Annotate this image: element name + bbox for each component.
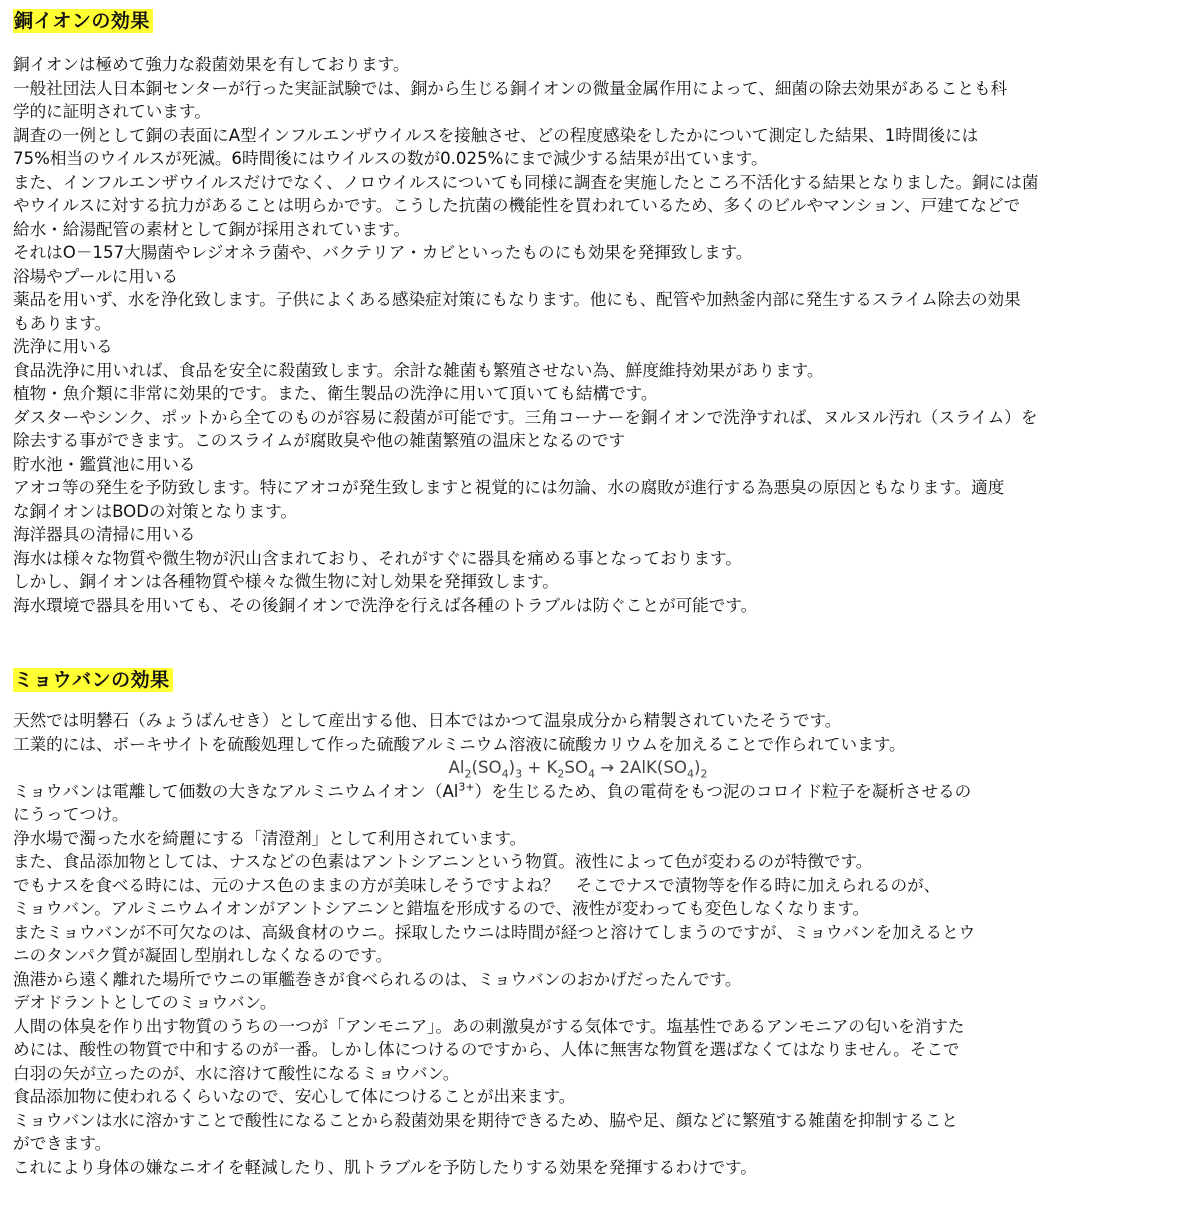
subheading-washing: 洗浄に用いる [13,337,113,356]
paragraph-line: ダスターやシンク、ポットから全てのものが容易に殺菌が可能です。三角コーナーを銅イオンで洗浄すれば、ヌルヌル汚れ（スライム）を [13,407,1038,427]
paragraph-line: しかし、銅イオンは各種物質や様々な微生物に対し効果を発揮致します。 [13,572,559,591]
paragraph-line: これにより身体の嫌なニオイを軽減したり、肌トラブルを予防したりする効果を発揮するわけです。 [13,1157,757,1177]
paragraph-line: もあります。 [13,313,112,333]
paragraph-line: 食品洗浄に用いれば、食品を安全に殺菌致します。余計な雑菌も繁殖させない為、鮮度維持効果があります。 [13,360,824,380]
formula-part: ) [508,758,516,777]
paragraph-line: アオコ等の発生を予防致します。特にアオコが発生致しますと視覚的には勿論、水の腐敗が進行する為悪臭の原因ともなります。適度 [13,478,1005,497]
section-title-alum: ミョウバンの効果 [13,668,173,692]
paragraph-line: また、インフルエンザウイルスだけでなく、ノロウイルスについても同様に調査を実施したところ不活化する結果となりました。銅には菌 [13,172,1039,192]
paragraph-line: 学的に証明されています。 [13,102,211,121]
paragraph-line: 天然では明礬石（みょうばんせき）として産出する他、日本ではかつて温泉成分から精製されていたそうです。 [13,711,842,730]
section-title-copper-ion: 銅イオンの効果 [13,9,153,33]
paragraph-line: 海水は様々な物質や微生物が沢山含まれており、それがすぐに器具を痛める事となっております。 [13,548,742,568]
subheading-bath-pool: 浴場やプールに用いる [13,266,179,286]
formula-part: ) [693,758,701,777]
subheading-deodorant: デオドラントとしてのミョウバン。 [13,993,277,1012]
formula-subscript: 2 [700,767,708,781]
paragraph-line: 一般社団法人日本銅センターが行った実証試験では、銅から生じる銅イオンの微量金属作用によって、細菌の除去効果があることも科 [13,78,1008,98]
paragraph-line: 漁港から遠く離れた場所でウニの軍艦巻きが食べられるのは、ミョウバンのおかげだったんです。 [13,969,742,989]
formula-subscript: 2 [464,767,472,781]
paragraph-line: また、食品添加物としては、ナスなどの色素はアントシアニンという物質。液性によって色が変わるのが特徴です。 [13,852,873,871]
paragraph-line: 除去する事ができます。このスライムが腐敗臭や他の雑菌繁殖の温床となるのです [13,431,626,450]
chemical-equation [13,756,1143,780]
paragraph-line: 食品添加物に使われるくらいなので、安心して体につけることが出来ます。 [13,1087,576,1106]
ion-text-after: ）を生じるため、負の電荷をもつ泥のコロイド粒子を凝析させるの [474,781,972,801]
paragraph-line: 工業的には、ボーキサイトを硫酸処理して作った硫酸アルミニウム溶液に硫酸カリウムを加えることで作られています。 [13,734,906,754]
paragraph-line: ニのタンパク質が凝固し型崩れしなくなるのです。 [13,946,393,965]
paragraph-line: 海水環境で器具を用いても、その後銅イオンで洗浄を行えば各種のトラブルは防ぐことが可能です。 [13,595,758,615]
alum-body [13,709,1183,1179]
ion-text-before: ミョウバンは電離して価数の大きなアルミニウムイオン（Al [13,781,459,801]
paragraph-line: 人間の体臭を作り出す物質のうちの一つが「アンモニア」。あの刺激臭がする気体です。塩基性であるアンモニアの匂いを消すた [13,1016,965,1036]
paragraph-line: 薬品を用いず、水を浄化致します。子供によくある感染症対策にもなります。他にも、配管や加熱釜内部に発生するスライム除去の効果 [13,290,1021,309]
subheading-marine-equipment: 海洋器具の清掃に用いる [13,525,196,544]
copper-ion-body [13,53,1183,617]
paragraph-line: 銅イオンは極めて強力な殺菌効果を有しております。 [13,55,410,74]
paragraph-line: やウイルスに対する抗力があることは明らかです。こうした抗菌の機能性を買われているため、多くのビルやマンション、戸建てなどで [13,196,1021,215]
formula-part: (SO [471,758,502,777]
paragraph-line: それはO－157大腸菌やレジオネラ菌や、バクテリア・カビといったものにも効果を発揮致します。 [13,243,753,262]
formula-part: Al [448,758,465,777]
paragraph-line: めには、酸性の物質で中和するのが一番。しかし体につけるのですから、人体に無害な物質を選ばなくてはなりません。そこで [13,1040,960,1059]
paragraph-line: 浄水場で濁った水を綺麗にする「清澄剤」として利用されています。 [13,828,527,848]
paragraph-line: な銅イオンはBODの対策となります。 [13,501,298,521]
paragraph-line: でもナスを食べる時には、元のナス色のままの方が美味しそうですよね？ そこでナスで漬物等を作る時に加えられるのが、 [13,875,941,895]
formula-subscript: 4 [588,767,596,781]
paragraph-line: 調査の一例として銅の表面にA型インフルエンザウイルスを接触させ、どの程度感染をしたかについて測定した結果、1時間後には [13,125,979,145]
formula-subscript: 4 [501,767,509,781]
paragraph-line: またミョウバンが不可欠なのは、高級食材のウニ。採取したウニは時間が経つと溶けてしまうのですが、ミョウバンを加えるとウ [13,922,976,942]
formula-subscript: 2 [557,767,565,781]
formula-subscript: 4 [686,767,694,781]
formula-part: + K [522,758,558,777]
paragraph-line: ができます。 [13,1134,112,1153]
paragraph-line: 白羽の矢が立ったのが、水に溶けて酸性になるミョウバン。 [13,1063,460,1083]
paragraph-line: 給水・給湯配管の素材として銅が採用されています。 [13,219,410,239]
document-page [13,0,1183,1179]
paragraph-line: ミョウバン。アルミニウムイオンがアントシアニンと錯塩を形成するので、液性が変わっても変色しなくなります。 [13,899,870,918]
paragraph-line: 植物・魚介類に非常に効果的です。また、衛生製品の洗浄に用いて頂いても結構です。 [13,384,658,403]
paragraph-line-aluminum-ion [13,780,1183,804]
paragraph-line: 75%相当のウイルスが死滅。6時間後にはウイルスの数が0.025%にまで減少する結果が出ています。 [13,149,768,168]
ion-charge-superscript: 3+ [458,779,475,793]
formula-part: → 2AlK(SO [595,758,687,777]
formula-subscript: 3 [515,767,523,781]
section-spacer [13,617,1183,668]
paragraph-line: ミョウバンは水に溶かすことで酸性になることから殺菌効果を期待できるため、脇や足、顔などに繁殖する雑菌を抑制すること [13,1110,958,1130]
paragraph-line: にうってつけ。 [13,805,129,824]
subheading-reservoir-pond: 貯水池・鑑賞池に用いる [13,454,196,474]
formula-part: SO [564,758,589,777]
